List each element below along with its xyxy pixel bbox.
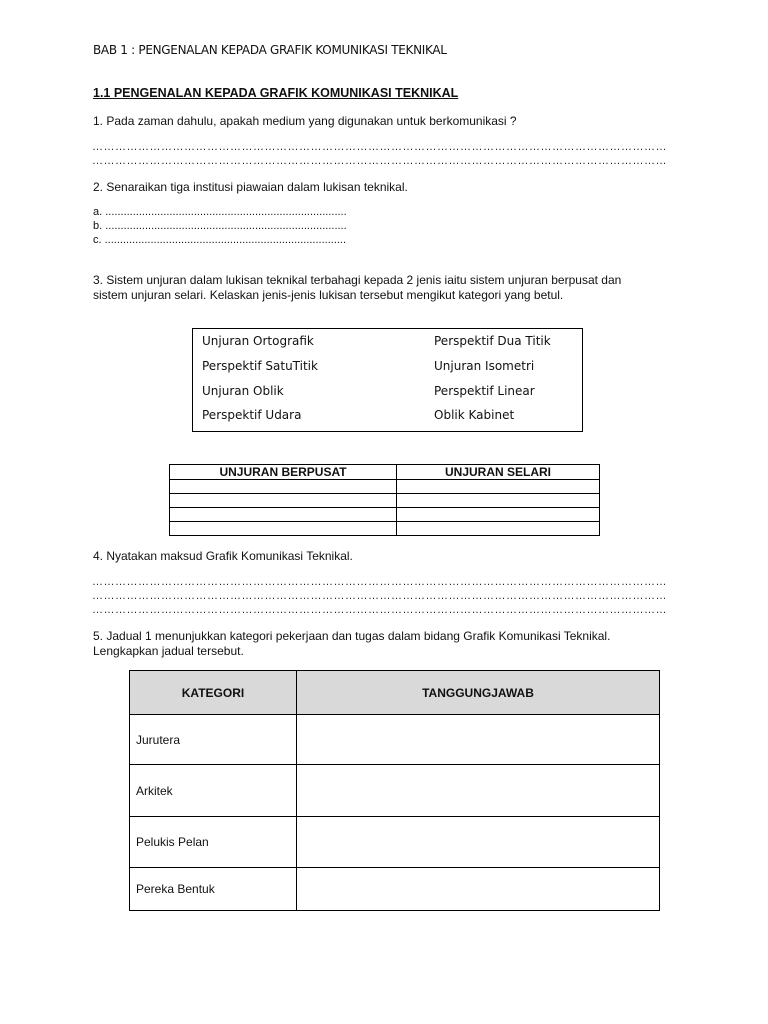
category-cell: Pelukis Pelan	[130, 817, 297, 868]
table-cell[interactable]	[170, 494, 397, 508]
question-3-line-2: sistem unjuran selari. Kelaskan jenis-jenis lukisan tersebut mengikut kategori yang betul.	[93, 288, 564, 302]
list-item-b[interactable]: b. ...............................................................................	[93, 220, 347, 232]
term-item: Perspektif Dua Titik	[434, 334, 551, 348]
table-cell[interactable]	[397, 494, 600, 508]
table-row	[170, 508, 600, 522]
term-item: Perspektif Linear	[434, 384, 535, 398]
category-cell: Arkitek	[130, 765, 297, 817]
classification-table	[169, 464, 600, 536]
table-row	[170, 494, 600, 508]
term-item: Oblik Kabinet	[434, 408, 515, 422]
table-row	[130, 715, 660, 765]
term-item: Unjuran Ortografik	[202, 334, 314, 348]
term-item: Perspektif Udara	[202, 408, 302, 422]
table-cell[interactable]	[170, 508, 397, 522]
question-1: 1. Pada zaman dahulu, apakah medium yang digunakan untuk berkomunikasi ?	[93, 114, 517, 128]
table-cell[interactable]	[397, 522, 600, 536]
category-cell: Jurutera	[130, 715, 297, 765]
table-header-row	[130, 671, 660, 715]
answer-line[interactable]: ……………………………………………………………………………………………………………………………………	[92, 604, 667, 616]
term-item: Perspektif SatuTitik	[202, 359, 318, 373]
header-unjuran-berpusat: UNJURAN BERPUSAT	[170, 465, 397, 480]
question-4: 4. Nyatakan maksud Grafik Komunikasi Teknikal.	[93, 549, 353, 563]
table-cell[interactable]	[170, 522, 397, 536]
answer-line[interactable]: ……………………………………………………………………………………………………………………………………	[92, 590, 667, 602]
question-3-line-1: 3. Sistem unjuran dalam lukisan teknikal terbahagi kepada 2 jenis iaitu sistem unjuran berpusat dan	[93, 273, 622, 287]
list-item-a[interactable]: a. ...............................................................................	[93, 206, 347, 218]
table-row	[130, 868, 660, 911]
responsibility-cell[interactable]	[297, 868, 660, 911]
list-item-c[interactable]: c. ...............................................................................	[93, 234, 347, 246]
responsibility-cell[interactable]	[297, 817, 660, 868]
answer-line[interactable]: ……………………………………………………………………………………………………………………………………	[92, 141, 667, 153]
table-row	[170, 522, 600, 536]
responsibility-cell[interactable]	[297, 765, 660, 817]
category-cell: Pereka Bentuk	[130, 868, 297, 911]
terms-box	[192, 328, 583, 432]
chapter-title: BAB 1 : PENGENALAN KEPADA GRAFIK KOMUNIKASI TEKNIKAL	[93, 43, 447, 57]
responsibility-cell[interactable]	[297, 715, 660, 765]
term-item: Unjuran Oblik	[202, 384, 284, 398]
table-header-row	[170, 465, 600, 480]
header-tanggungjawab: TANGGUNGJAWAB	[297, 671, 660, 715]
header-kategori: KATEGORI	[130, 671, 297, 715]
table-row	[130, 765, 660, 817]
table-row	[130, 817, 660, 868]
table-row	[170, 480, 600, 494]
question-2: 2. Senaraikan tiga institusi piawaian dalam lukisan teknikal.	[93, 180, 408, 194]
answer-line[interactable]: ……………………………………………………………………………………………………………………………………	[92, 155, 667, 167]
table-cell[interactable]	[397, 480, 600, 494]
term-item: Unjuran Isometri	[434, 359, 535, 373]
table-cell[interactable]	[170, 480, 397, 494]
header-unjuran-selari: UNJURAN SELARI	[397, 465, 600, 480]
answer-line[interactable]: ……………………………………………………………………………………………………………………………………	[92, 576, 667, 588]
section-title: 1.1 PENGENALAN KEPADA GRAFIK KOMUNIKASI TEKNIKAL	[93, 86, 459, 100]
question-5-line-2: Lengkapkan jadual tersebut.	[93, 644, 244, 658]
table-cell[interactable]	[397, 508, 600, 522]
job-category-table	[129, 670, 660, 911]
question-5-line-1: 5. Jadual 1 menunjukkan kategori pekerjaan dan tugas dalam bidang Grafik Komunikasi Teknikal.	[93, 629, 611, 643]
